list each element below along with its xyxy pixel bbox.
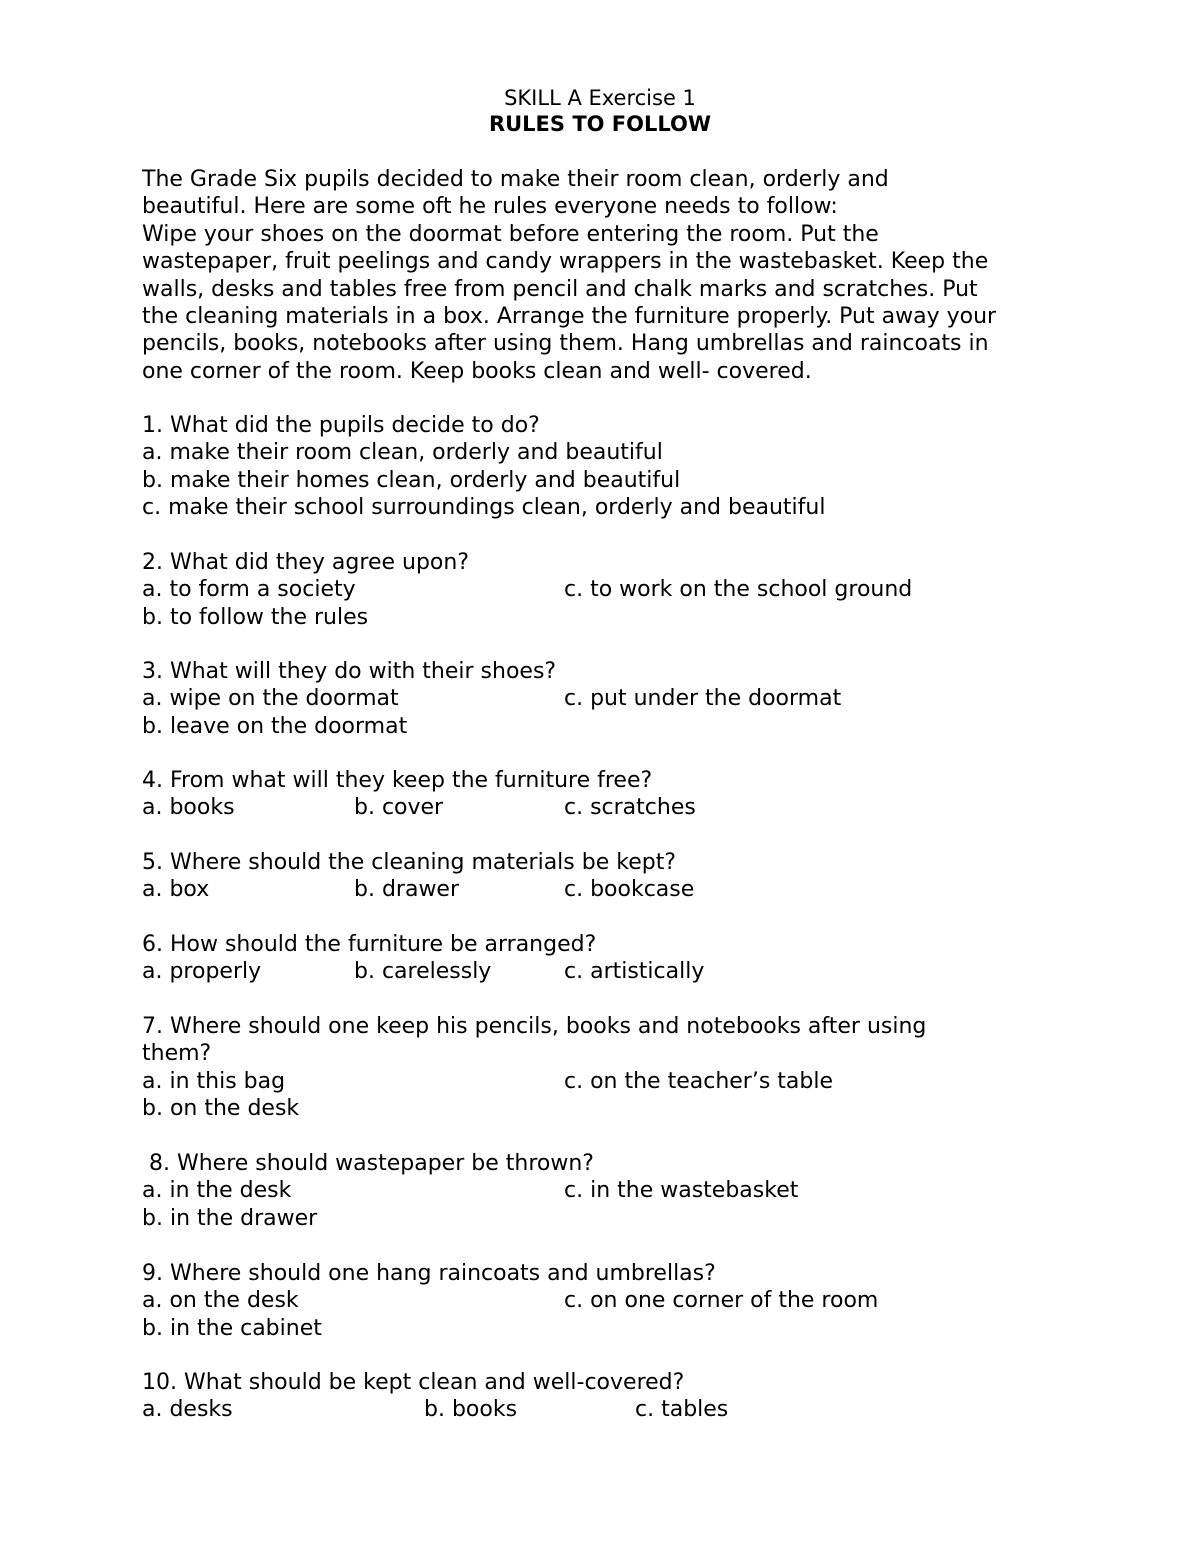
exercise-title: SKILL A Exercise 1: [504, 86, 696, 110]
question-6: [142, 931, 1092, 986]
reading-passage: [142, 166, 1072, 385]
choice-b: b. make their homes clean, orderly and beautiful: [142, 467, 681, 493]
choice-a: a. in the desk: [142, 1178, 292, 1204]
question-text: 10. What should be kept clean and well-covered?: [142, 1370, 685, 1395]
passage-line: one corner of the room. Keep books clean and well- covered.: [142, 358, 812, 384]
choice-a: a. make their room clean, orderly and beautiful: [142, 440, 663, 466]
passage-line: pencils, books, notebooks after using them. Hang umbrellas and raincoats in: [142, 331, 989, 357]
choice-b: b. in the drawer: [142, 1205, 318, 1231]
choice-c: c. make their school surroundings clean, orderly and beautiful: [142, 495, 826, 521]
question-1: [142, 412, 1092, 522]
choice-a: a. books: [142, 795, 235, 821]
choice-c: c. tables: [635, 1397, 729, 1423]
choice-c: c. on one corner of the room: [564, 1288, 879, 1314]
question-text: 7. Where should one keep his pencils, books and notebooks after using: [142, 1014, 927, 1039]
choice-a: a. on the desk: [142, 1288, 299, 1314]
choice-b: b. to follow the rules: [142, 604, 369, 630]
choice-b: b. leave on the doormat: [142, 713, 408, 739]
question-8: [142, 1150, 1092, 1232]
question-9: [142, 1260, 1092, 1342]
question-text: 3. What will they do with their shoes?: [142, 659, 557, 684]
passage-line: The Grade Six pupils decided to make their room clean, orderly and: [142, 167, 889, 192]
passage-line: beautiful. Here are some oft he rules everyone needs to follow:: [142, 194, 838, 220]
question-text-continued: them?: [142, 1041, 212, 1067]
passage-title: RULES TO FOLLOW: [488, 112, 712, 136]
passage-line: walls, desks and tables free from pencil and chalk marks and scratches. Put: [142, 276, 978, 302]
choice-a: a. wipe on the doormat: [142, 686, 399, 712]
question-text: 5. Where should the cleaning materials be kept?: [142, 850, 676, 875]
choice-c: c. to work on the school ground: [564, 577, 913, 603]
question-3: [142, 658, 1092, 740]
choice-c: c. bookcase: [564, 877, 695, 903]
choice-b: b. in the cabinet: [142, 1315, 322, 1341]
choice-b: b. drawer: [354, 877, 460, 903]
question-text: 8. Where should wastepaper be thrown?: [142, 1151, 594, 1176]
question-2: [142, 549, 1092, 631]
choice-c: c. scratches: [564, 795, 696, 821]
choice-c: c. put under the doormat: [564, 686, 842, 712]
question-10: [142, 1369, 1092, 1424]
choice-b: b. cover: [354, 795, 444, 821]
choice-c: c. on the teacher’s table: [564, 1068, 834, 1094]
question-text: 4. From what will they keep the furniture free?: [142, 768, 653, 793]
choice-a: a. box: [142, 877, 210, 903]
question-7: [142, 1013, 1092, 1123]
choice-a: a. properly: [142, 959, 262, 985]
choice-c: c. in the wastebasket: [564, 1178, 799, 1204]
choice-c: c. artistically: [564, 959, 705, 985]
choice-b: b. carelessly: [354, 959, 492, 985]
choice-a: a. desks: [142, 1397, 233, 1423]
question-4: [142, 767, 1092, 822]
choice-b: b. books: [424, 1397, 518, 1423]
question-text: 9. Where should one hang raincoats and umbrellas?: [142, 1261, 716, 1286]
question-text: 1. What did the pupils decide to do?: [142, 413, 540, 438]
choice-a: a. in this bag: [142, 1068, 286, 1094]
choice-b: b. on the desk: [142, 1096, 300, 1122]
passage-line: wastepaper, fruit peelings and candy wrappers in the wastebasket. Keep the: [142, 249, 989, 275]
question-text: 2. What did they agree upon?: [142, 550, 469, 575]
passage-line: Wipe your shoes on the doormat before entering the room. Put the: [142, 221, 879, 247]
passage-line: the cleaning materials in a box. Arrange the furniture properly. Put away your: [142, 303, 997, 329]
choice-a: a. to form a society: [142, 577, 356, 603]
question-5: [142, 849, 1092, 904]
question-text: 6. How should the furniture be arranged?: [142, 932, 597, 957]
